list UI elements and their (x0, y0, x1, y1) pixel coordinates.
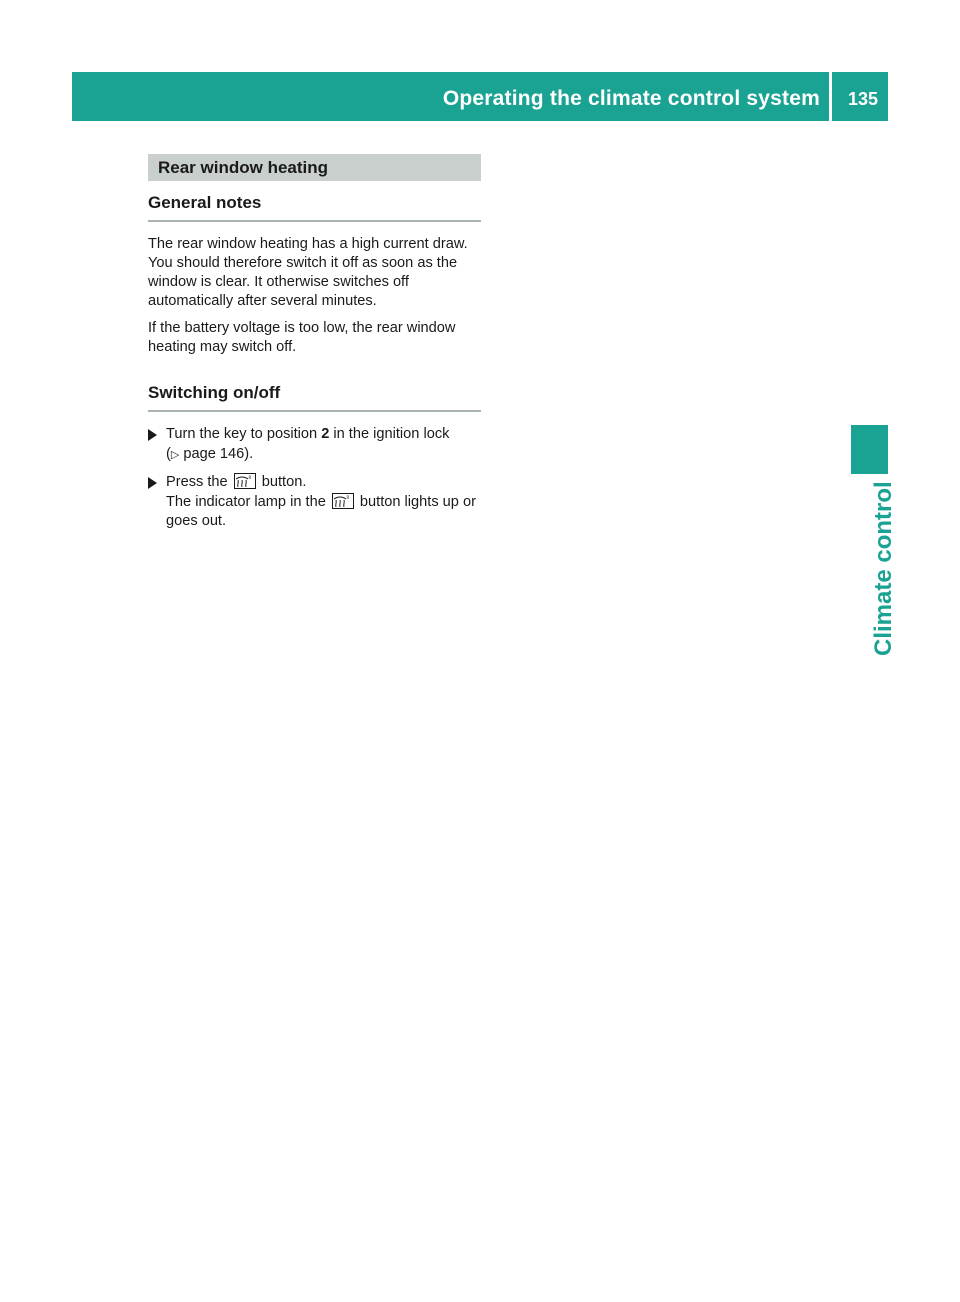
step-2-result-b: button lights up or goes out. (166, 493, 476, 529)
page-number: 135 (847, 89, 878, 109)
header-divider (829, 72, 832, 121)
step-1-ref-open: ( (166, 445, 171, 462)
rear-window-heating-icon (332, 493, 354, 509)
chapter-title: Operating the climate control system (442, 87, 820, 110)
section-title: Rear window heating (148, 154, 481, 181)
general-notes-paragraph-2: If the battery voltage is too low, the rear window heating may switch off. (148, 320, 456, 355)
general-notes-heading: General notes (148, 193, 481, 222)
step-2-result-a: The indicator lamp in the (166, 493, 330, 510)
step-1-text-b: in the ignition lock (329, 426, 450, 442)
step-1-position: 2 (321, 426, 330, 442)
step-1 (148, 425, 481, 465)
switching-heading: Switching on/off (148, 383, 481, 412)
step-1-page-ref[interactable]: page 146). (179, 445, 254, 462)
svg-text:R: R (346, 494, 350, 500)
page-ref-arrow-icon: ▷ (170, 448, 180, 461)
page-header (72, 72, 888, 121)
chapter-tab-marker (851, 425, 888, 474)
step-2-text-a: Press the (166, 474, 232, 490)
step-arrow-icon (148, 429, 157, 441)
step-2-text-b: button. (257, 474, 307, 490)
general-notes-paragraph-1: The rear window heating has a high current draw. You should therefore switch it off as soon as the window is clear. It otherwise switches off automatically after several minutes. (148, 236, 468, 309)
step-arrow-icon (148, 477, 157, 489)
main-content (148, 154, 481, 532)
svg-text:R: R (248, 475, 251, 480)
chapter-tab-label: Climate control (870, 481, 897, 656)
step-2 (148, 473, 481, 532)
rear-window-heating-icon (234, 473, 256, 489)
step-1-text-a: Turn the key to position (166, 426, 322, 442)
